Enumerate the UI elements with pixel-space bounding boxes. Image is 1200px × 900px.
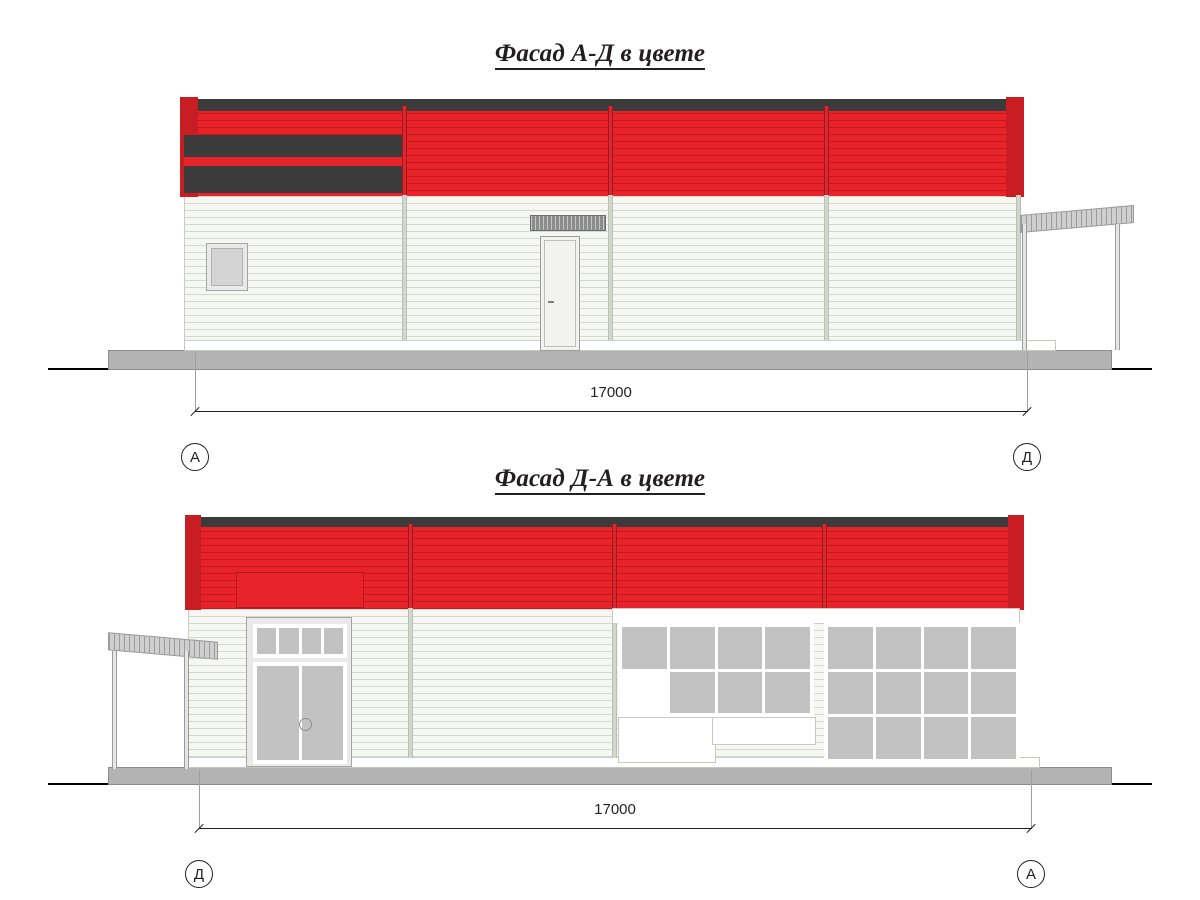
- facade-a-d-title: [0, 40, 1200, 68]
- panel-joint-1: [402, 195, 407, 341]
- base-strip: [184, 340, 1056, 351]
- left-corner-pilaster: [185, 515, 201, 610]
- dim-ext-right: [1027, 353, 1028, 411]
- panel-joint-1: [408, 608, 413, 758]
- facade-d-a-elevation: [0, 505, 1200, 883]
- axis-bubble-left: [185, 860, 213, 888]
- dim-value: 17000: [594, 801, 636, 818]
- panel-joint-2: [608, 195, 613, 341]
- entrance-door-glazing[interactable]: [253, 662, 347, 764]
- facade-d-a-title: [0, 465, 1200, 493]
- facade-a-d-elevation: [0, 85, 1200, 466]
- dark-band-divider: [184, 157, 404, 166]
- roof-cap: [196, 517, 1014, 527]
- dim-value: 17000: [590, 384, 632, 401]
- awning-post-inner: [184, 651, 189, 769]
- entrance-transom-glazing: [253, 624, 347, 658]
- plinth-band: [108, 350, 1112, 370]
- service-door[interactable]: [540, 236, 580, 351]
- panel-joint-red-2: [608, 106, 613, 196]
- panel-joint-red-1: [402, 106, 407, 196]
- entrance-portal[interactable]: [246, 617, 352, 767]
- dim-line: [199, 828, 1032, 829]
- dim-ext-left: [199, 770, 200, 828]
- storefront-glazing-left: [618, 623, 814, 717]
- entrance-door-handle[interactable]: [299, 718, 312, 731]
- axis-bubble-right: [1017, 860, 1045, 888]
- storefront-glazing-right: [824, 623, 1020, 763]
- door-handle[interactable]: [548, 301, 554, 303]
- right-corner-pilaster: [1008, 515, 1024, 610]
- axis-bubble-left-label: А: [189, 448, 200, 466]
- panel-joint-2: [612, 608, 617, 758]
- awning-post-outer: [1115, 224, 1120, 350]
- upper-dark-band: [184, 135, 404, 157]
- facade-d-a-title-text: Фасад Д-А в цвете: [495, 465, 705, 495]
- door-panel: [544, 240, 576, 347]
- panel-joint-red-2: [612, 524, 617, 609]
- dim-line: [195, 411, 1028, 412]
- entrance-signboard: [236, 572, 364, 608]
- right-corner-pilaster: [1006, 97, 1024, 197]
- panel-joint-red-3: [822, 524, 827, 609]
- awning-deck: [108, 632, 218, 660]
- storefront-lower-sill: [712, 717, 816, 745]
- axis-bubble-right-label: А: [1025, 865, 1036, 883]
- axis-bubble-right-label: Д: [1021, 448, 1033, 466]
- right-awning: [1020, 210, 1135, 350]
- awning-post-inner: [1022, 224, 1027, 350]
- panel-joint-red-3: [824, 106, 829, 196]
- roof-cap: [192, 99, 1014, 111]
- facade-a-d-title-text: Фасад А-Д в цвете: [495, 40, 705, 70]
- awning-post-outer: [112, 651, 117, 769]
- axis-bubble-left-label: Д: [193, 865, 205, 883]
- lower-dark-band: [184, 165, 404, 193]
- dim-ext-right: [1031, 770, 1032, 828]
- storefront-step-wall: [618, 717, 716, 763]
- small-window: [206, 243, 248, 291]
- plinth-band: [108, 767, 1112, 785]
- left-awning: [108, 635, 218, 767]
- panel-joint-3: [824, 195, 829, 341]
- window-glass: [211, 248, 243, 286]
- door-canopy: [530, 215, 606, 231]
- shopfront-header: [612, 608, 1020, 624]
- panel-joint-red-1: [408, 524, 413, 609]
- dim-ext-left: [195, 353, 196, 411]
